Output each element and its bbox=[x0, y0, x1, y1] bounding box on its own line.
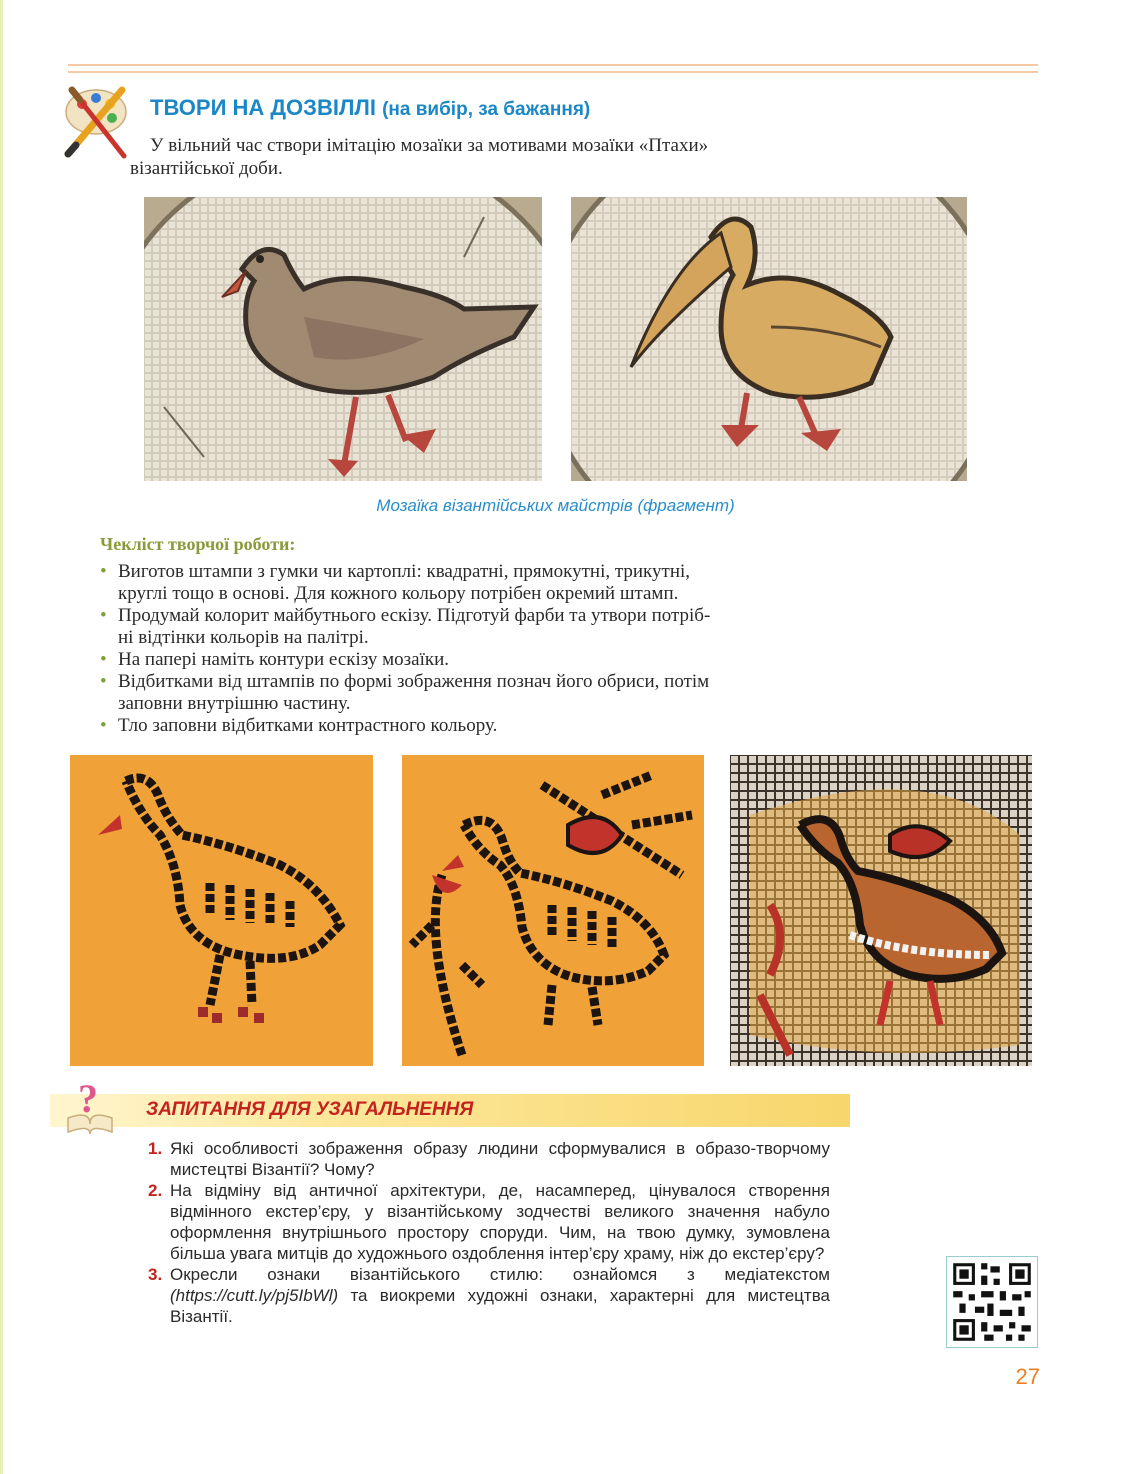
mosaic-pelican-photo bbox=[571, 197, 967, 481]
svg-text:?: ? bbox=[78, 1076, 98, 1121]
checklist-item: • На папері наміть контури ескізу мозаїки. bbox=[100, 649, 450, 670]
mosaic-caption: Мозаїка візантійських майстрів (фрагмент) bbox=[376, 496, 735, 515]
question-item: 1. Які особливості зображення образу людини сформувалися в образо-творчому мистецтві Візантії? Чому? bbox=[148, 1139, 830, 1179]
mediatext-link[interactable]: (https://cutt.ly/pj5IbWl) bbox=[170, 1286, 339, 1305]
checklist-title: Чекліст творчої роботи: bbox=[100, 534, 296, 554]
questions-list bbox=[148, 1138, 830, 1327]
question-book-icon bbox=[64, 1074, 116, 1136]
question-item: 3. Окресли ознаки візантійського стилю: ознайомся з медіатекстом (https://cutt.ly/pj5IbWl) та виокреми художні ознаки, характерні для мистецтва Візантії. bbox=[148, 1265, 830, 1326]
top-rule-1 bbox=[68, 64, 1038, 66]
qr-code-icon[interactable] bbox=[946, 1256, 1038, 1348]
intro-line-2: візантійської доби. bbox=[130, 158, 283, 179]
intro-line-1: У вільний час створи імітацію мозаїки за мотивами мозаїки «Птахи» bbox=[150, 135, 709, 156]
checklist-item: • Виготов штампи з гумки чи картоплі: квадратні, прямокутні, трикутні, круглі тощо в основі. Для кожного кольору потрібен окремий штамп. bbox=[100, 561, 691, 604]
page-number: 27 bbox=[1015, 1364, 1040, 1389]
checklist-item: • Продумай колорит майбутнього ескізу. Підготуй фарби та утвори потріб- ні відтінки кольорів на палітрі. bbox=[100, 605, 711, 648]
checklist bbox=[100, 561, 840, 737]
question-item: 2. На відміну від античної архітектури, де, насамперед, цінувалося створення відмінного екстер’єру, у візантійському зодчестві великого значення набуло оформлення внутрішнього простору споруди. Чим, на твою думку, зумовлена більша увага митців до художнього оздоблення інтер’єру храму, ніж до екстер’єру? bbox=[148, 1181, 830, 1263]
student-mosaic-2 bbox=[402, 755, 704, 1066]
student-mosaic-1 bbox=[70, 755, 373, 1066]
mosaic-duck-photo bbox=[144, 197, 542, 481]
pencil-brush-icon bbox=[58, 84, 134, 162]
section-title: ТВОРИ НА ДОЗВІЛЛІ (на вибір, за бажання) bbox=[150, 95, 591, 120]
left-margin-bar bbox=[0, 0, 3, 1474]
checklist-item: • Відбитками від штампів по формі зображення познач його обриси, потім заповни внутрішню частину. bbox=[100, 671, 710, 714]
checklist-item: • Тло заповни відбитками контрастного кольору. bbox=[100, 715, 498, 736]
questions-title: ЗАПИТАННЯ ДЛЯ УЗАГАЛЬНЕННЯ bbox=[146, 1099, 474, 1120]
top-rule-2 bbox=[68, 71, 1038, 73]
student-mosaic-3 bbox=[730, 755, 1032, 1066]
